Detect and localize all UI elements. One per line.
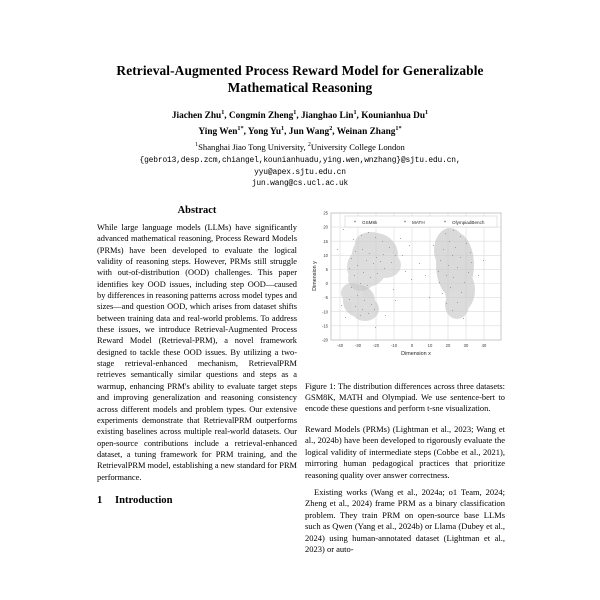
figure-1 bbox=[305, 205, 505, 375]
x-tick: 20 bbox=[445, 343, 451, 348]
y-axis-label: Dimension y bbox=[312, 261, 318, 291]
abstract-text: While large language models (LLMs) have significantly advanced mathematical reasoning, Process Reward Models (PRMs) have been developed to evaluate the logical validity of reasoning steps. However, PRMs still struggle with out-of-distribution (OOD) challenges. This paper identifies key OOD issues, including step OOD—caused by differences in reasoning patterns across model types and sizes—and question OOD, which arises from dataset shifts between training data and real-world problems. To address these issues, we introduce Retrieval-Augmented Process Reward Model (Retrieval-PRM), a novel framework designed to tackle these OOD issues. By utilizing a two-stage retrieval-enhanced mechanism, RetrievalPRM retrieves semantically similar questions and steps as a warmup, enhancing PRM's ability to evaluate target steps and improving generalization and reasoning consistency across different models and problem types. Our extensive experiments demonstrate that RetrievalPRM outperforms existing baselines across multiple real-world datasets. Our open-source contributions include a retrieval-enhanced dataset, a tuning framework for PRM training, and the RetrievalPRM model, establishing a new standard for PRM performance. bbox=[97, 223, 297, 482]
x-axis-ticks bbox=[337, 343, 487, 348]
body-columns bbox=[0, 205, 600, 600]
figure-caption: Figure 1: The distribution differences across three datasets: GSM8K, MATH and Olympiad. We use sentence-bert to encode these questions and perform t-sne visualization. bbox=[305, 382, 505, 414]
x-tick: 0 bbox=[410, 343, 414, 348]
author-line-1: Jiachen Zhu$^1$, Congmin Zheng$^1$, Jianghao Lin$^1$, Kounianhua Du$^1$ bbox=[171, 109, 429, 122]
x-tick: 10 bbox=[427, 343, 433, 348]
introduction-heading bbox=[97, 495, 297, 506]
y-tick: 20 bbox=[323, 224, 328, 230]
y-tick: -5 bbox=[324, 295, 328, 301]
left-column bbox=[97, 205, 297, 506]
tsne-scatter-plot bbox=[305, 205, 505, 375]
y-tick: 5 bbox=[325, 267, 328, 272]
legend-label-gsm8k: GSM8k bbox=[362, 220, 378, 225]
y-tick: 25 bbox=[323, 210, 328, 216]
chart-legend bbox=[345, 216, 497, 227]
right-paragraph-1: Reward Models (PRMs) (Lightman et al., 2023; Wang et al., 2024b) have been developed to rigorously evaluate the logical validity of intermediate steps (Cobbe et al., 2021), mirroring human pedagogical practices that prioritize reasoning quality over answer correctness. bbox=[305, 423, 505, 480]
x-tick: 30 bbox=[463, 343, 469, 348]
affiliations: $^1$Shanghai Jiao Tong University, $^2$University College London bbox=[195, 142, 405, 153]
email-line-1: {gebro13,desp.zcm,chiangel,kounianhuadu,ying.wen,wnzhang}@sjtu.edu.cn, bbox=[139, 156, 461, 166]
section-title: Introduction bbox=[115, 494, 173, 506]
legend-marker-math bbox=[404, 221, 406, 223]
x-tick: -20 bbox=[372, 343, 380, 348]
email-line-3: jun.wang@cs.ucl.ac.uk bbox=[251, 179, 349, 189]
right-paragraph-2: Existing works (Wang et al., 2024a; o1 Team, 2024; Zheng et al., 2024) frame PRM as a binary classification problem. They train PRM on open-source base LLMs such as Qwen (Yang et al., 2024b) or Llama (Dubey et al., 2024) using human-annotated dataset (Lightman et al., 2023) or auto- bbox=[305, 486, 505, 555]
legend-label-math: MATH bbox=[412, 220, 425, 225]
y-tick: -15 bbox=[321, 323, 328, 329]
y-axis-ticks bbox=[322, 211, 329, 343]
x-tick: -40 bbox=[336, 343, 344, 348]
author-list bbox=[0, 96, 600, 138]
y-tick: 0 bbox=[325, 281, 328, 287]
legend-label-olympiadbench: OlympiadBench bbox=[452, 220, 485, 225]
legend-marker-olympiadbench bbox=[444, 221, 446, 223]
legend-marker-gsm8k bbox=[354, 221, 356, 223]
author-emails bbox=[0, 153, 600, 190]
y-tick: -20 bbox=[321, 337, 328, 343]
right-column bbox=[305, 205, 505, 556]
x-axis-label: Dimension x bbox=[401, 351, 431, 357]
y-tick: 15 bbox=[323, 238, 328, 244]
section-number: 1 bbox=[97, 494, 103, 506]
email-line-2: yyu@apex.sjtu.edu.cn bbox=[254, 167, 346, 177]
x-tick: 40 bbox=[481, 343, 487, 348]
y-tick: 10 bbox=[323, 252, 328, 258]
x-tick: -30 bbox=[354, 343, 362, 348]
page-title: Retrieval-Augmented Process Reward Model for Generalizable Mathematical Reasoning bbox=[116, 63, 484, 95]
abstract-heading: Abstract bbox=[177, 205, 217, 216]
author-line-2: Ying Wen$^{1*}$, Yong Yu$^1$, Jun Wang$^2$, Weinan Zhang$^{1*}$ bbox=[198, 124, 402, 137]
x-tick: -10 bbox=[390, 343, 398, 348]
y-tick: -10 bbox=[321, 309, 328, 315]
